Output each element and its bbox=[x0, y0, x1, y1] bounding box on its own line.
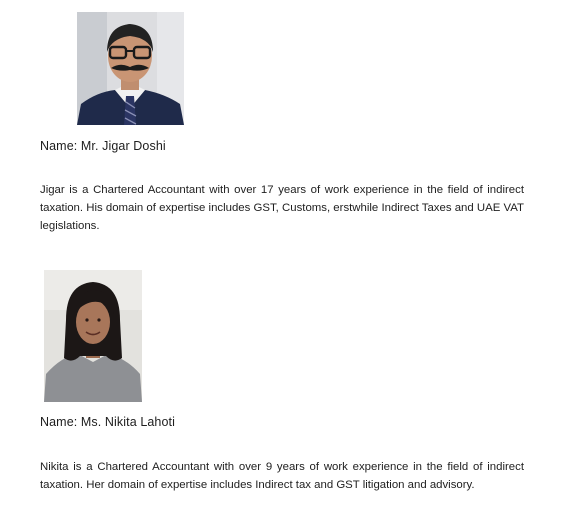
profile-name: Ms. Nikita Lahoti bbox=[80, 415, 175, 429]
profile-photo-nikita-lahoti bbox=[44, 270, 142, 402]
portrait-woman-image bbox=[44, 270, 142, 402]
profile-name: Mr. Jigar Doshi bbox=[80, 139, 166, 153]
portrait-man-image bbox=[77, 12, 184, 125]
name-prefix: Name: bbox=[40, 415, 81, 429]
profile-name-line bbox=[40, 415, 175, 429]
profile-name-line bbox=[40, 139, 166, 153]
name-prefix: Name: bbox=[40, 139, 81, 153]
profile-bio: Nikita is a Chartered Accountant with over 9 years of work experience in the field of indirect taxation. Her domain of expertise includes Indirect tax and GST litigation and advisory. bbox=[40, 461, 524, 491]
profile-photo-jigar-doshi bbox=[77, 12, 184, 125]
profile-bio: Jigar is a Chartered Accountant with over 17 years of work experience in the field of indirect taxation. His domain of expertise includes GST, Customs, erstwhile Indirect Taxes and UAE VAT legislations. bbox=[40, 184, 524, 232]
